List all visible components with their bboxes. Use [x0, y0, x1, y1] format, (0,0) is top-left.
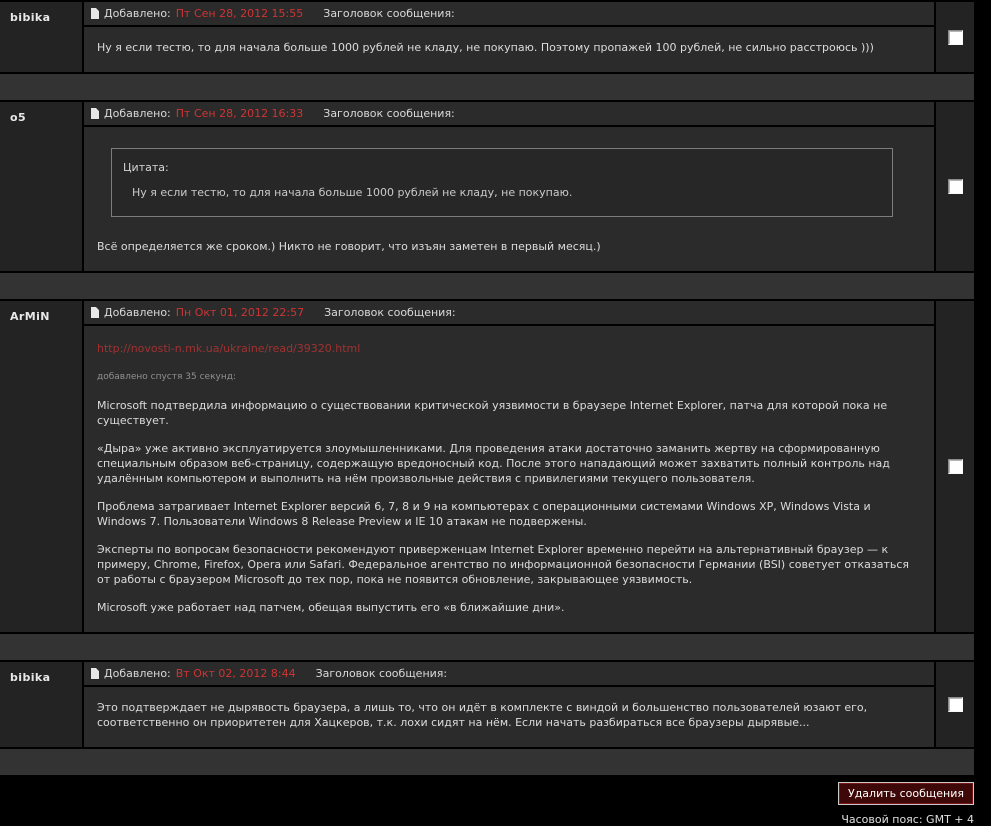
post-row [0, 662, 974, 747]
added-label: Добавлено: [104, 107, 171, 120]
post-select-checkbox[interactable] [948, 179, 963, 194]
delete-messages-button[interactable]: Удалить сообщения [838, 782, 974, 805]
post-link[interactable]: http://novosti-n.mk.ua/ukraine/read/39320.html [97, 342, 361, 355]
post-header [84, 662, 934, 687]
post-body [84, 301, 934, 632]
post-author: bibika [0, 2, 82, 72]
quote-text: Ну я если тестю, то для начала больше 1000 рублей не кладу, не покупаю. [132, 186, 573, 199]
post-paragraph: Эксперты по вопросам безопасности рекомендуют приверженцам Internet Explorer временно перейти на альтернативный браузер — к примеру, Chrome, Firefox, Opera или Safari. Федеральное агентство по информационной безопасности Германии (BSI) советует отказаться от работы с браузером Microsoft до тех пор, пока не появится обновление, закрывающее уязвимость. [97, 543, 910, 586]
row-spacer [0, 634, 974, 660]
post-body [84, 2, 934, 72]
post-header [84, 2, 934, 27]
post-icon [91, 8, 99, 19]
post-body [84, 102, 934, 271]
post-paragraph: Microsoft подтвердила информацию о существовании критической уязвимости в браузере Internet Explorer, патча для которой пока не существует. [97, 399, 888, 427]
post-paragraph: Microsoft уже работает над патчем, обещая выпустить его «в ближайшие дни». [97, 601, 565, 614]
post-author: ArMiN [0, 301, 82, 632]
subject-label: Заголовок сообщения: [315, 667, 448, 680]
post-date: Пт Сен 28, 2012 16:33 [175, 107, 304, 120]
post-date: Пн Окт 01, 2012 22:57 [175, 306, 305, 319]
post-date: Вт Окт 02, 2012 8:44 [175, 667, 296, 680]
post-row [0, 301, 974, 632]
post-select-checkbox[interactable] [948, 697, 963, 712]
post-header [84, 301, 934, 326]
post-select-cell [936, 102, 974, 271]
post-body [84, 662, 934, 747]
timezone-label: Часовой пояс: GMT + 4 [841, 813, 974, 826]
post-content [84, 27, 934, 72]
post-content [84, 687, 934, 747]
post-icon [91, 307, 99, 318]
row-spacer [0, 273, 974, 299]
post-author: bibika [0, 662, 82, 747]
post-select-cell [936, 301, 974, 632]
subject-label: Заголовок сообщения: [323, 107, 455, 120]
added-label: Добавлено: [104, 667, 171, 680]
quote-label: Цитата: [123, 161, 169, 174]
added-label: Добавлено: [104, 7, 171, 20]
post-icon [91, 668, 99, 679]
added-label: Добавлено: [104, 306, 171, 319]
post-row [0, 102, 974, 271]
post-paragraph: «Дыра» уже активно эксплуатируется злоумышленниками. Для проведения атаки достаточно заманить жертву на сформированную специальным образом веб-страницу, содержащую вредоносный код. После этого нападающий может захватить полный контроль над удалённым компьютером и выполнить на нём произвольные действия с привилегиями текущего пользователя. [97, 442, 890, 485]
post-author: o5 [0, 102, 82, 271]
row-spacer [0, 749, 974, 775]
row-spacer [0, 74, 974, 100]
footer-actions [0, 782, 974, 805]
post-header [84, 102, 934, 127]
post-select-cell [936, 662, 974, 747]
quote-box [111, 148, 893, 217]
post-row [0, 2, 974, 72]
post-select-checkbox[interactable] [948, 459, 963, 474]
post-paragraph: Ну я если тестю, то для начала больше 1000 рублей не кладу, не покупаю. Поэтому пропажей 100 рублей, не сильно расстроюсь ))) [97, 41, 874, 54]
post-date: Пт Сен 28, 2012 15:55 [175, 7, 304, 20]
post-paragraph: Проблема затрагивает Internet Explorer версий 6, 7, 8 и 9 на компьютерах с операционными системами Windows XP, Windows Vista и Windows 7. Пользователи Windows 8 Release Preview и IE 10 атакам не подвержены. [97, 500, 871, 528]
post-content [84, 127, 934, 271]
subject-label: Заголовок сообщения: [323, 7, 455, 20]
edit-note: добавлено спустя 35 секунд: [97, 372, 236, 382]
post-select-checkbox[interactable] [948, 30, 963, 45]
post-paragraph: Это подтверждает не дырявость браузера, а лишь то, что он идёт в комплекте с виндой и большенство пользователей юзают его, соответственно он приоритетен для Хацкеров, т.к. лохи сидят на нём. Если начать разбираться все браузеры дырявые... [97, 701, 868, 729]
post-content [84, 326, 934, 632]
post-icon [91, 108, 99, 119]
post-paragraph: Всё определяется же сроком.) Никто не говорит, что изъян заметен в первый месяц.) [97, 240, 601, 253]
subject-label: Заголовок сообщения: [324, 306, 456, 319]
post-select-cell [936, 2, 974, 72]
